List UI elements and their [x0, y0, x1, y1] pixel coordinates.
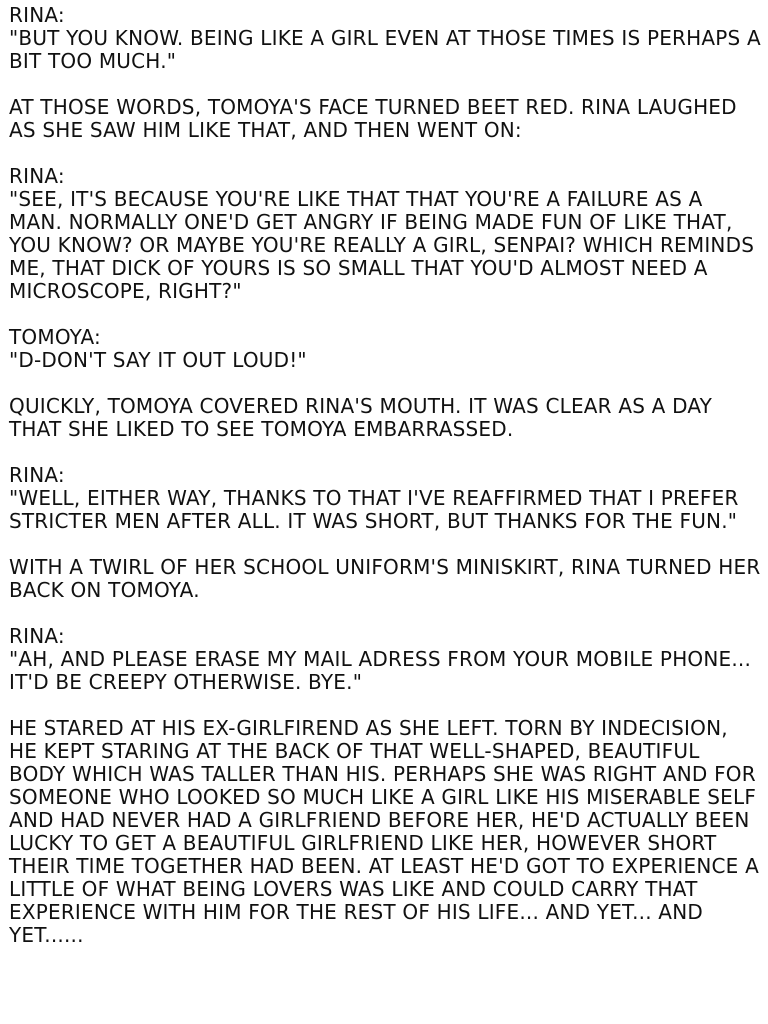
- speaker-label: RINA:: [9, 624, 65, 648]
- dialogue-line: "WELL, EITHER WAY, THANKS TO THAT I'VE REAFFIRMED THAT I PREFER STRICTER MEN AFTER ALL. IT WAS SHORT, BUT THANKS FOR THE FUN.": [9, 486, 739, 533]
- dialogue-line: "D-DON'T SAY IT OUT LOUD!": [9, 348, 307, 372]
- speaker-label: RINA:: [9, 463, 65, 487]
- narration-block: [9, 717, 761, 947]
- narration-paragraph: QUICKLY, TOMOYA COVERED RINA'S MOUTH. IT WAS CLEAR AS A DAY THAT SHE LIKED TO SEE TOMOYA EMBARRASSED.: [9, 394, 713, 441]
- dialogue-block: [9, 464, 761, 533]
- speaker-label: RINA:: [9, 164, 65, 188]
- dialogue-line: "BUT YOU KNOW. BEING LIKE A GIRL EVEN AT THOSE TIMES IS PERHAPS A BIT TOO MUCH.": [9, 26, 761, 73]
- dialogue-line: "SEE, IT'S BECAUSE YOU'RE LIKE THAT THAT YOU'RE A FAILURE AS A MAN. NORMALLY ONE'D GET ANGRY IF BEING MADE FUN OF LIKE THAT, YOU KNOW? OR MAYBE YOU'RE REALLY A GIRL, SENPAI? WHICH REMINDS ME, THAT DICK OF YOURS IS SO SMALL THAT YOU'D ALMOST NEED A MICROSCOPE, RIGHT?": [9, 187, 755, 303]
- dialogue-block: [9, 165, 761, 303]
- narration-paragraph: AT THOSE WORDS, TOMOYA'S FACE TURNED BEET RED. RINA LAUGHED AS SHE SAW HIM LIKE THAT, AND THEN WENT ON:: [9, 95, 737, 142]
- dialogue-block: [9, 4, 761, 73]
- dialogue-block: [9, 326, 761, 372]
- narration-block: [9, 395, 761, 441]
- speaker-label: TOMOYA:: [9, 325, 101, 349]
- narration-paragraph: HE STARED AT HIS EX-GIRLFIREND AS SHE LEFT. TORN BY INDECISION, HE KEPT STARING AT THE BACK OF THAT WELL-SHAPED, BEAUTIFUL BODY WHICH WAS TALLER THAN HIS. PERHAPS SHE WAS RIGHT AND FOR SOMEONE WHO LOOKED SO MUCH LIKE A GIRL LIKE HIS MISERABLE SELF AND HAD NEVER HAD A GIRLFRIEND BEFORE HER, HE'D ACTUALLY BEEN LUCKY TO GET A BEAUTIFUL GIRLFRIEND LIKE HER, HOWEVER SHORT THEIR TIME TOGETHER HAD BEEN. AT LEAST HE'D GOT TO EXPERIENCE A LITTLE OF WHAT BEING LOVERS WAS LIKE AND COULD CARRY THAT EXPERIENCE WITH HIM FOR THE REST OF HIS LIFE... AND YET... AND YET......: [9, 716, 759, 947]
- narration-block: [9, 556, 761, 602]
- narration-paragraph: WITH A TWIRL OF HER SCHOOL UNIFORM'S MINISKIRT, RINA TURNED HER BACK ON TOMOYA.: [9, 555, 761, 602]
- speaker-label: RINA:: [9, 3, 65, 27]
- narration-block: [9, 96, 761, 142]
- story-text: [9, 4, 761, 970]
- dialogue-block: [9, 625, 761, 694]
- dialogue-line: "AH, AND PLEASE ERASE MY MAIL ADRESS FROM YOUR MOBILE PHONE... IT'D BE CREEPY OTHERWISE. BYE.": [9, 647, 752, 694]
